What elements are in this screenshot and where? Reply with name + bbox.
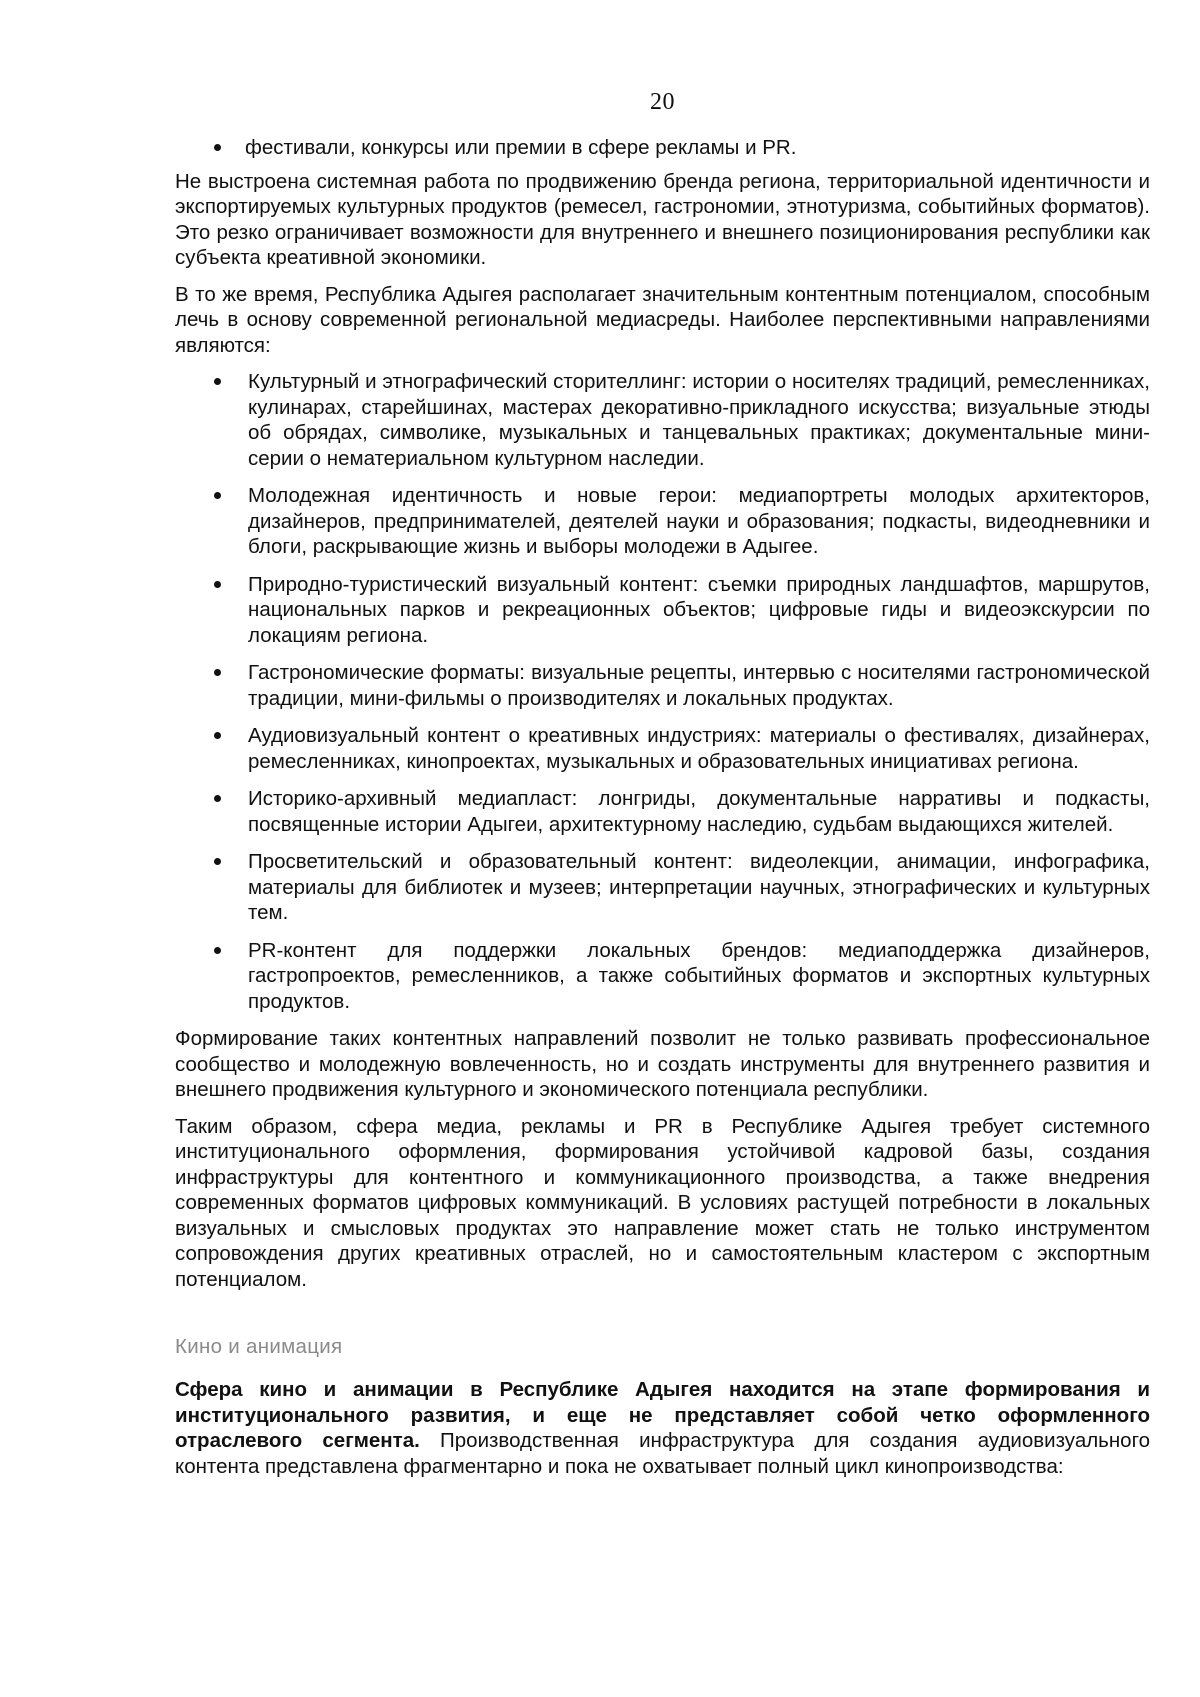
paragraph-text: Производственная инфраструктура для создания аудиовизуального контента представлена фрагментарно и пока не охватывает полный цикл кинопроизводства: [175, 1429, 1151, 1478]
document-page [175, 88, 1150, 1490]
paragraph-bold-lead: Сфера кино и анимации в Республике Адыгея находится на этапе формирования и институционального развития, и еще не представляет собой четко оформленного отраслевого сегмента. [175, 1378, 1150, 1452]
list-item [175, 723, 1150, 774]
list-item [175, 483, 1150, 560]
bullet-icon [214, 378, 221, 385]
section-heading: Кино и анимация [175, 1335, 343, 1358]
list-item-text: Природно-туристический визуальный контент: съемки природных ландшафтов, маршрутов, национальных парков и рекреационных объектов; цифровые гиды и видеоэкскурсии по локациям региона. [248, 572, 1150, 647]
list-item-text: Молодежная идентичность и новые герои: медиапортреты молодых архитекторов, дизайнеров, предпринимателей, деятелей науки и образования; подкасты, видеодневники и блоги, раскрывающие жизнь и выборы молодежи в Адыгее. [248, 484, 1150, 558]
bullet-icon [214, 947, 221, 954]
list-item-text: PR-контент для поддержки локальных брендов: медиаподдержка дизайнеров, гастропроектов, ремесленников, а также событийных форматов и экспортных культурных продуктов. [248, 938, 1150, 1013]
bullet-icon [214, 858, 221, 865]
content-directions-list [175, 369, 1150, 1014]
list-item-text: фестивали, конкурсы или премии в сфере рекламы и PR. [245, 136, 797, 159]
bullet-icon [214, 581, 221, 588]
list-item-text: Культурный и этнографический сторителлинг: истории о носителях традиций, ремесленниках, кулинарах, старейшинах, мастерах декоративно-прикладного искусства; визуальные этюды об обрядах, символике, музыкальных и танцевальных практиках; документальные мини-серии о нематериальном культурном наследии. [248, 370, 1150, 470]
list-item [175, 786, 1150, 837]
list-item-text: Гастрономические форматы: визуальные рецепты, интервью с носителями гастрономической традиции, мини-фильмы о производителях и локальных продуктах. [248, 661, 1150, 710]
paragraph-film-animation [175, 1377, 1150, 1479]
list-item [175, 369, 1150, 471]
paragraph-branding: Не выстроена системная работа по продвижению бренда региона, территориальной идентичности и экспортируемых культурных продуктов (ремесел, гастрономии, этнотуризма, событийных форматов). Это резко ограничивает возможности для внутреннего и внешнего позиционирования республики как субъекта креативной экономики. [175, 169, 1150, 269]
list-item [175, 849, 1150, 926]
list-item [175, 135, 1150, 161]
list-item [175, 660, 1150, 711]
list-item [175, 938, 1150, 1015]
paragraph-formation: Формирование таких контентных направлений позволит не только развивать профессиональное сообщество и молодежную вовлеченность, но и создать инструменты для внутреннего развития и внешнего продвижения культурного и экономического потенциала республики. [175, 1027, 1150, 1101]
list-item-text: Историко-архивный медиапласт: лонгриды, документальные нарративы и подкасты, посвященные истории Адыгеи, архитектурному наследию, судьбам выдающихся жителей. [248, 787, 1150, 836]
bullet-icon [214, 795, 221, 802]
bullet-icon [214, 492, 221, 499]
list-item-text: Аудиовизуальный контент о креативных индустриях: материалы о фестивалях, дизайнерах, ремесленниках, кинопроектах, музыкальных и образовательных инициативах региона. [248, 724, 1150, 773]
bullet-icon [214, 144, 221, 151]
bullet-icon [214, 669, 221, 676]
paragraph-content-potential: В то же время, Республика Адыгея располагает значительным контентным потенциалом, способным лечь в основу современной региональной медиасреды. Наиболее перспективными направлениями являются: [175, 282, 1150, 357]
top-bullet-list [175, 135, 1150, 161]
page-number: 20 [650, 89, 675, 115]
list-item-text: Просветительский и образовательный контент: видеолекции, анимации, инфографика, материалы для библиотек и музеев; интерпретации научных, этнографических и культурных тем. [248, 850, 1150, 924]
list-item [175, 572, 1150, 649]
bullet-icon [214, 732, 221, 739]
paragraph-conclusion: Таким образом, сфера медиа, рекламы и PR в Республике Адыгея требует системного институционального оформления, формирования устойчивой кадровой базы, создания инфраструктуры для контентного и коммуникационного производства, а также внедрения современных форматов цифровых коммуникаций. В условиях растущей потребности в локальных визуальных и смысловых продуктах это направление может стать не только инструментом сопровождения других креативных отраслей, но и самостоятельным кластером с экспортным потенциалом. [175, 1114, 1150, 1291]
